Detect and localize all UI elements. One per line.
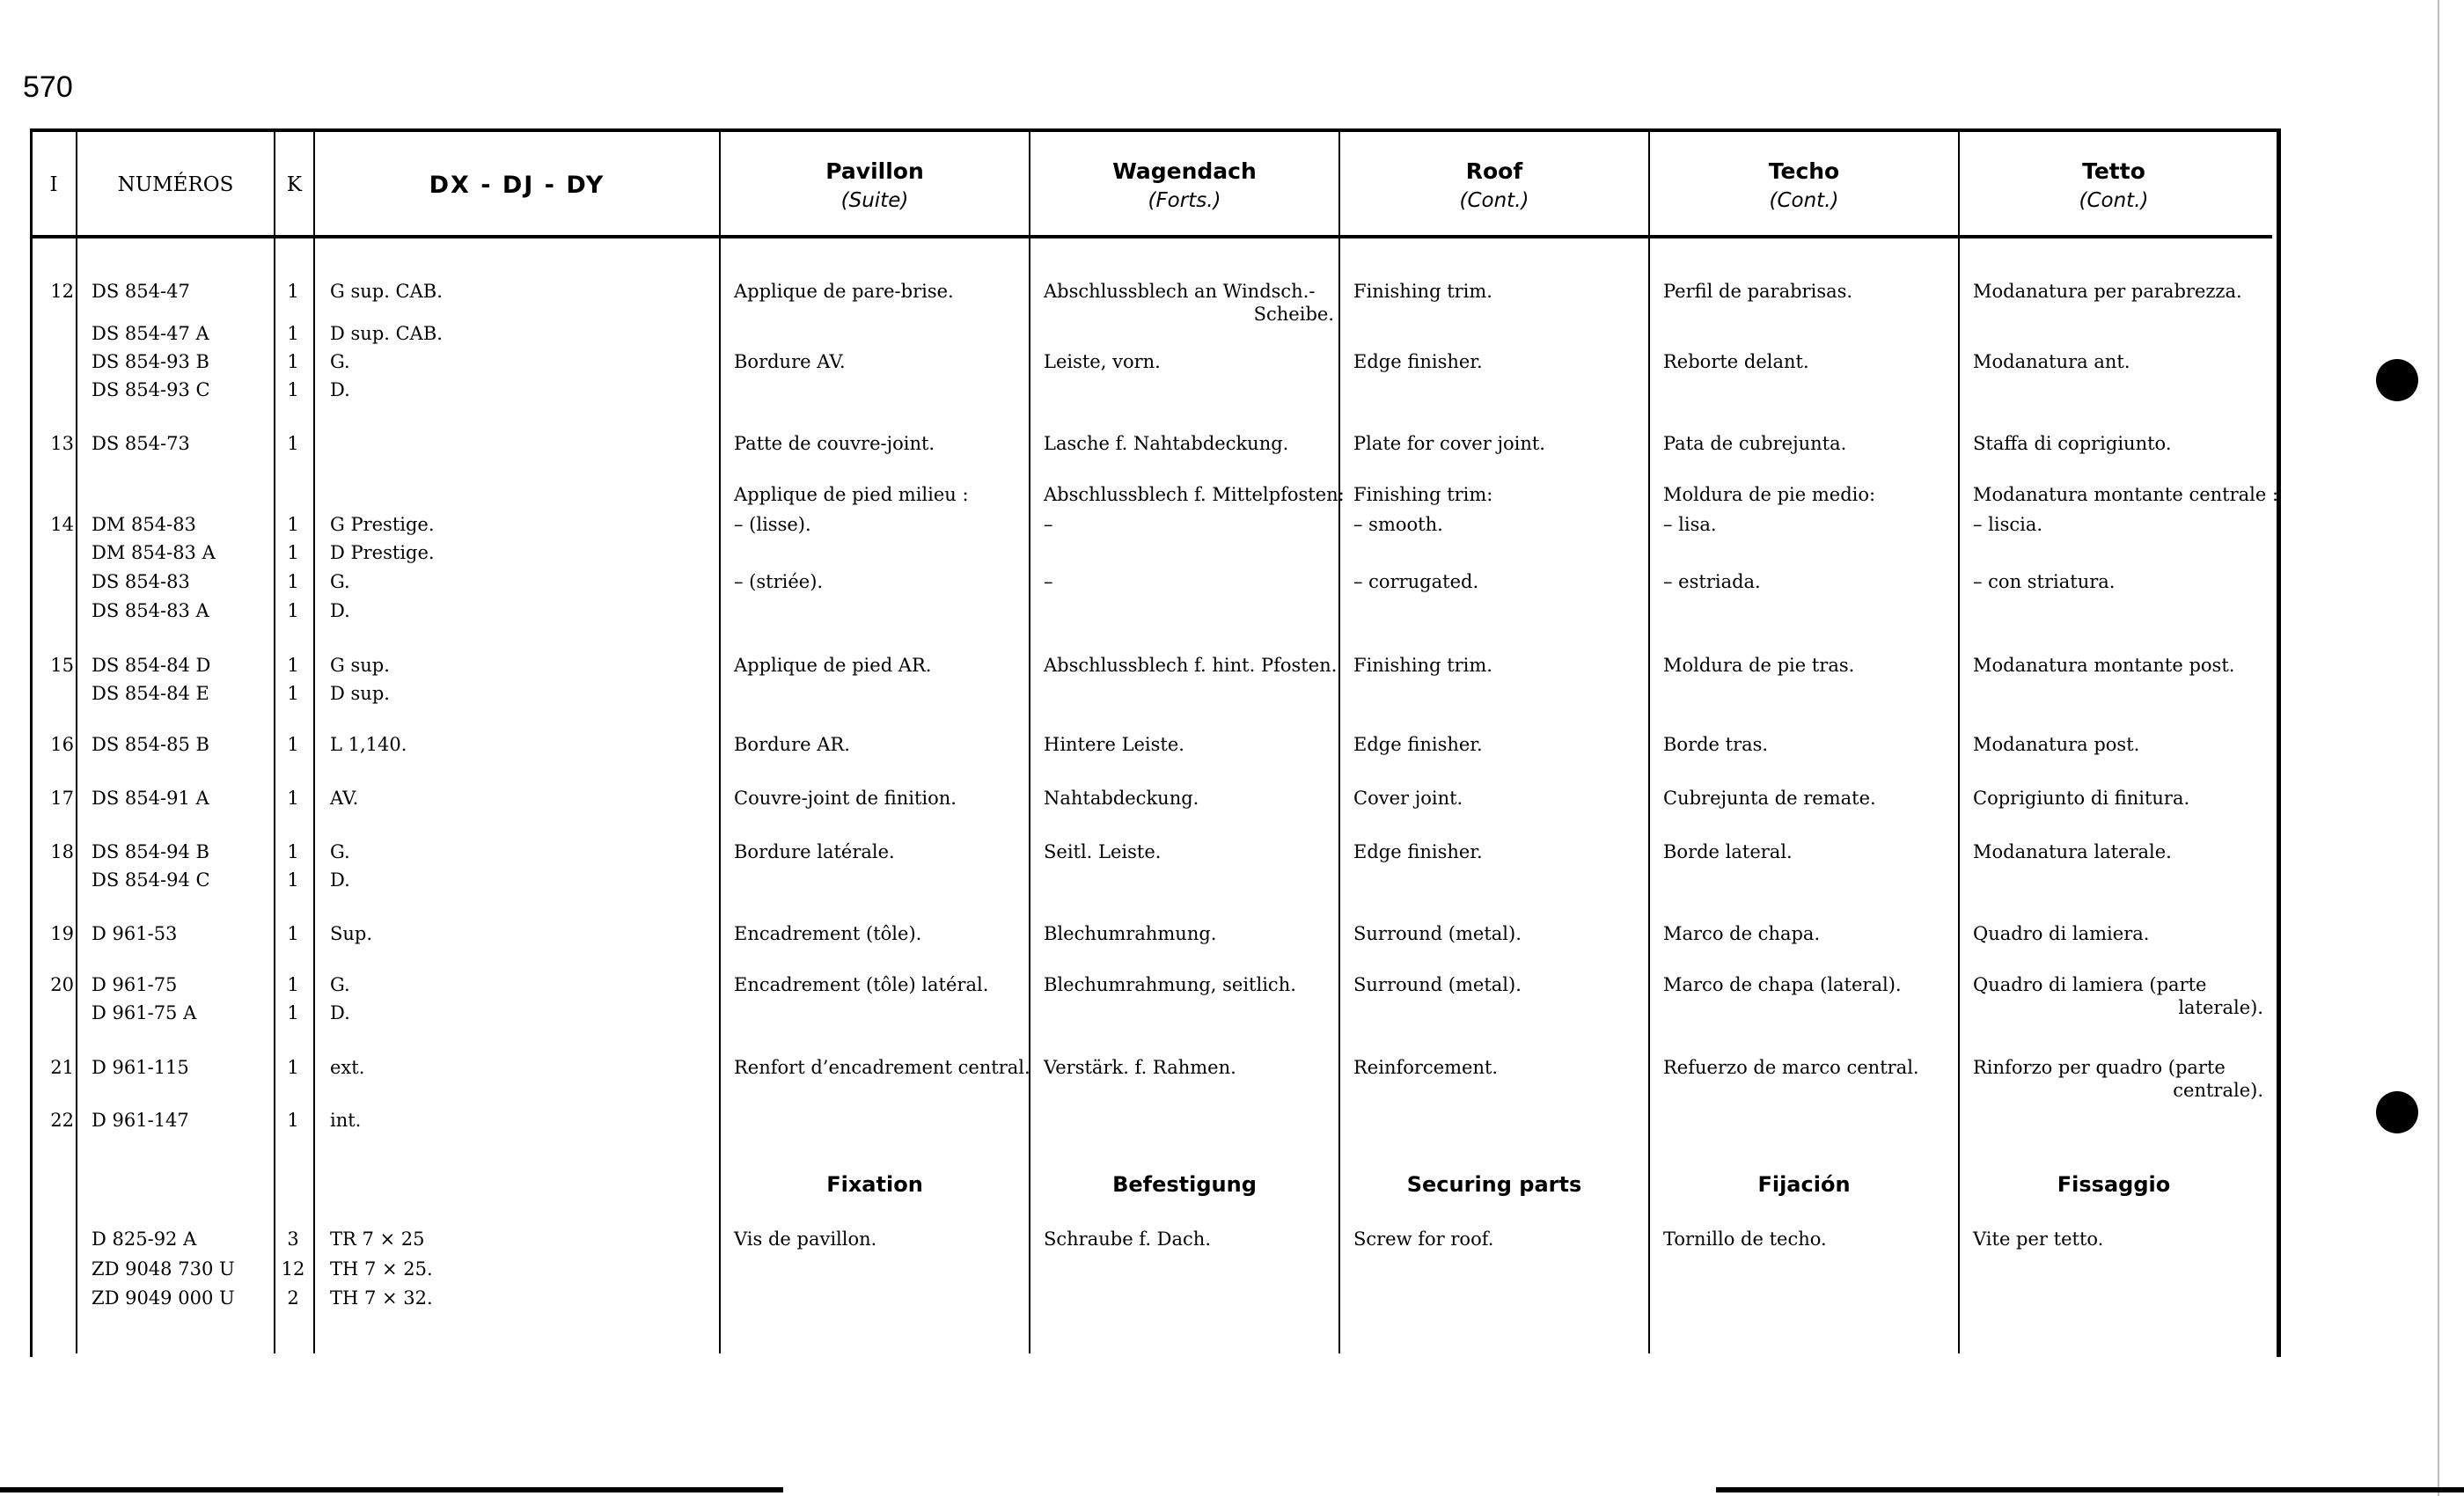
cell-spec: G. bbox=[330, 571, 350, 592]
cell-de: Abschlussblech an Windsch.- bbox=[1044, 281, 1316, 302]
header-numeros-label: NUMÉROS bbox=[117, 173, 234, 196]
cell-en: Cover joint. bbox=[1353, 788, 1463, 809]
cell-spec: D. bbox=[330, 600, 350, 621]
cell-fr: Applique de pare-brise. bbox=[734, 281, 954, 302]
cell-fr: Patte de couvre-joint. bbox=[734, 433, 935, 454]
cell-spec: D sup. CAB. bbox=[330, 323, 443, 344]
cell-es: Cubrejunta de remate. bbox=[1663, 788, 1876, 809]
cell-num: DS 854-93 C bbox=[92, 379, 210, 400]
column-divider bbox=[1029, 132, 1030, 1353]
cell-num: D 961-53 bbox=[92, 923, 178, 944]
header-italian-title: Tetto bbox=[2082, 158, 2145, 184]
section-fixation-de: Befestigung bbox=[1112, 1172, 1257, 1197]
section-fixation-en: Securing parts bbox=[1406, 1172, 1582, 1197]
column-divider bbox=[1648, 132, 1650, 1353]
cell-num: DS 854-93 B bbox=[92, 351, 209, 372]
cell-de: – bbox=[1044, 571, 1053, 592]
cell-k: 1 bbox=[287, 923, 299, 944]
cell-it: Modanatura montante centrale : bbox=[1973, 484, 2279, 505]
cell-it: Quadro di lamiera. bbox=[1973, 923, 2150, 944]
column-divider bbox=[1338, 132, 1340, 1353]
section-fixation-es: Fijación bbox=[1757, 1172, 1851, 1197]
section-fixation-it: Fissaggio bbox=[2057, 1172, 2171, 1197]
cell-fr: Couvre-joint de finition. bbox=[734, 788, 957, 809]
header-german-sub: (Forts.) bbox=[1148, 188, 1221, 212]
header-italian bbox=[1960, 141, 2268, 229]
cell-num: DS 854-84 E bbox=[92, 683, 209, 704]
fix-cell-k: 12 bbox=[281, 1258, 305, 1280]
cell-num: DS 854-91 A bbox=[92, 788, 209, 809]
cell-num: DM 854-83 bbox=[92, 514, 196, 535]
cell-de: Nahtabdeckung. bbox=[1044, 788, 1199, 809]
cell-spec: D. bbox=[330, 869, 350, 891]
header-models-label: DX - DJ - DY bbox=[429, 171, 605, 199]
header-divider bbox=[30, 235, 2272, 238]
cell-spec: G. bbox=[330, 841, 350, 862]
cell-it: Modanatura post. bbox=[1973, 734, 2140, 755]
cell-i: 21 bbox=[50, 1057, 74, 1078]
cell-num: DS 854-84 D bbox=[92, 655, 211, 676]
cell-de: Abschlussblech f. hint. Pfosten. bbox=[1044, 655, 1338, 676]
cell-i: 20 bbox=[50, 974, 74, 995]
cell-k: 1 bbox=[287, 600, 299, 621]
section-fixation-fr: Fixation bbox=[826, 1172, 923, 1197]
binder-hole bbox=[2376, 1091, 2418, 1133]
cell-k: 1 bbox=[287, 323, 299, 344]
cell-fr: – (lisse). bbox=[734, 514, 811, 535]
column-divider bbox=[719, 132, 721, 1353]
cell-fr: Encadrement (tôle) latéral. bbox=[734, 974, 989, 995]
cell-k: 1 bbox=[287, 734, 299, 755]
cell-k: 1 bbox=[287, 542, 299, 563]
cell-num: D 961-75 bbox=[92, 974, 178, 995]
cell-i: 18 bbox=[50, 841, 74, 862]
cell-it: – liscia. bbox=[1973, 514, 2043, 535]
cell-k: 1 bbox=[287, 1057, 299, 1078]
cell-k: 1 bbox=[287, 571, 299, 592]
cell-k: 1 bbox=[287, 683, 299, 704]
cell-en: Reinforcement. bbox=[1353, 1057, 1499, 1078]
cell-spec: G sup. CAB. bbox=[330, 281, 443, 302]
fix-cell-spec: TH 7 × 32. bbox=[330, 1287, 433, 1309]
cell-num: DS 854-83 bbox=[92, 571, 190, 592]
cell-spec: L 1,140. bbox=[330, 734, 407, 755]
cell-it: Quadro di lamiera (parte bbox=[1973, 974, 2207, 995]
cell-k: 1 bbox=[287, 1110, 299, 1131]
cell-spec: ext. bbox=[330, 1057, 365, 1078]
header-index bbox=[32, 141, 76, 229]
cell-fr: Applique de pied milieu : bbox=[734, 484, 969, 505]
column-divider bbox=[313, 132, 315, 1353]
cell-i: 22 bbox=[50, 1110, 74, 1131]
cell-spec: G Prestige. bbox=[330, 514, 435, 535]
cell-i: 19 bbox=[50, 923, 74, 944]
cell-k: 1 bbox=[287, 351, 299, 372]
cell-k: 1 bbox=[287, 974, 299, 995]
fix-cell-k: 2 bbox=[287, 1287, 299, 1309]
cell-de: – bbox=[1044, 514, 1053, 535]
cell-de: Lasche f. Nahtabdeckung. bbox=[1044, 433, 1289, 454]
header-numeros bbox=[77, 141, 274, 229]
fix-cell-spec: TR 7 × 25 bbox=[330, 1228, 425, 1250]
cell-it: Modanatura laterale. bbox=[1973, 841, 2172, 862]
header-spanish-title: Techo bbox=[1768, 158, 1840, 184]
cell-de: Blechumrahmung, seitlich. bbox=[1044, 974, 1296, 995]
cell-num: DS 854-47 A bbox=[92, 323, 209, 344]
cell-es: Refuerzo de marco central. bbox=[1663, 1057, 1919, 1078]
cell-it: – con striatura. bbox=[1973, 571, 2116, 592]
cell-i: 16 bbox=[50, 734, 74, 755]
cell-num: DS 854-85 B bbox=[92, 734, 209, 755]
cell-spec: D. bbox=[330, 379, 350, 400]
cell-fr: Encadrement (tôle). bbox=[734, 923, 922, 944]
cell-k: 1 bbox=[287, 841, 299, 862]
binder-hole bbox=[2376, 359, 2418, 401]
bottom-rule bbox=[1716, 1487, 2464, 1492]
cell-fr: Bordure latérale. bbox=[734, 841, 895, 862]
cell-it: Modanatura montante post. bbox=[1973, 655, 2235, 676]
header-spanish bbox=[1650, 141, 1958, 229]
cell-en: Surround (metal). bbox=[1353, 974, 1522, 995]
cell-es: Pata de cubrejunta. bbox=[1663, 433, 1847, 454]
cell-en: Edge finisher. bbox=[1353, 734, 1483, 755]
cell-k: 1 bbox=[287, 788, 299, 809]
cell-it-cont: centrale). bbox=[2173, 1080, 2263, 1101]
cell-es: Marco de chapa. bbox=[1663, 923, 1821, 944]
fix-cell-es: Tornillo de techo. bbox=[1663, 1228, 1827, 1250]
cell-k: 1 bbox=[287, 1002, 299, 1023]
cell-i: 17 bbox=[50, 788, 74, 809]
cell-num: D 961-147 bbox=[92, 1110, 189, 1131]
cell-en: – smooth. bbox=[1353, 514, 1443, 535]
cell-i: 14 bbox=[50, 514, 74, 535]
cell-en: Edge finisher. bbox=[1353, 841, 1483, 862]
cell-es: Moldura de pie tras. bbox=[1663, 655, 1855, 676]
cell-num: DM 854-83 A bbox=[92, 542, 216, 563]
fix-cell-en: Screw for roof. bbox=[1353, 1228, 1494, 1250]
cell-es: Borde lateral. bbox=[1663, 841, 1793, 862]
header-models bbox=[315, 141, 719, 229]
cell-es: – estriada. bbox=[1663, 571, 1761, 592]
cell-i: 13 bbox=[50, 433, 74, 454]
cell-num: D 961-75 A bbox=[92, 1002, 197, 1023]
cell-num: DS 854-73 bbox=[92, 433, 190, 454]
cell-en: Finishing trim. bbox=[1353, 655, 1492, 676]
header-french bbox=[721, 141, 1029, 229]
header-index-label: I bbox=[49, 173, 58, 196]
header-italian-sub: (Cont.) bbox=[2079, 188, 2149, 212]
cell-en: Finishing trim: bbox=[1353, 484, 1493, 505]
cell-it: Modanatura per parabrezza. bbox=[1973, 281, 2242, 302]
cell-it-cont: laterale). bbox=[2178, 997, 2263, 1018]
cell-i: 15 bbox=[50, 655, 74, 676]
page-number: 570 bbox=[23, 70, 73, 104]
cell-fr: Bordure AV. bbox=[734, 351, 846, 372]
cell-it: Coprigiunto di finitura. bbox=[1973, 788, 2190, 809]
header-english-title: Roof bbox=[1465, 158, 1523, 184]
cell-es: Marco de chapa (lateral). bbox=[1663, 974, 1902, 995]
cell-num: DS 854-83 A bbox=[92, 600, 209, 621]
cell-en: Surround (metal). bbox=[1353, 923, 1522, 944]
cell-en: Plate for cover joint. bbox=[1353, 433, 1545, 454]
cell-spec: G. bbox=[330, 974, 350, 995]
cell-fr: Bordure AR. bbox=[734, 734, 850, 755]
header-spanish-sub: (Cont.) bbox=[1769, 188, 1839, 212]
fix-cell-num: ZD 9049 000 U bbox=[92, 1287, 235, 1309]
cell-spec: D. bbox=[330, 1002, 350, 1023]
cell-spec: Sup. bbox=[330, 923, 373, 944]
cell-num: DS 854-94 C bbox=[92, 869, 210, 891]
cell-i: 12 bbox=[50, 281, 74, 302]
cell-it: Staffa di coprigiunto. bbox=[1973, 433, 2172, 454]
cell-en: Finishing trim. bbox=[1353, 281, 1492, 302]
cell-es: – lisa. bbox=[1663, 514, 1717, 535]
fix-cell-fr: Vis de pavillon. bbox=[734, 1228, 877, 1250]
cell-fr: Renfort d’encadrement central. bbox=[734, 1057, 1030, 1078]
cell-fr: Applique de pied AR. bbox=[734, 655, 932, 676]
cell-es: Moldura de pie medio: bbox=[1663, 484, 1876, 505]
fix-cell-it: Vite per tetto. bbox=[1973, 1228, 2104, 1250]
cell-k: 1 bbox=[287, 433, 299, 454]
cell-spec: int. bbox=[330, 1110, 362, 1131]
header-english-sub: (Cont.) bbox=[1459, 188, 1529, 212]
header-french-title: Pavillon bbox=[825, 158, 924, 184]
cell-de: Seitl. Leiste. bbox=[1044, 841, 1162, 862]
header-k-label: K bbox=[286, 173, 303, 196]
cell-es: Perfil de parabrisas. bbox=[1663, 281, 1853, 302]
cell-de: Leiste, vorn. bbox=[1044, 351, 1161, 372]
cell-es: Borde tras. bbox=[1663, 734, 1769, 755]
column-divider bbox=[1958, 132, 1960, 1353]
cell-k: 1 bbox=[287, 514, 299, 535]
page-edge bbox=[2438, 0, 2439, 1496]
cell-k: 1 bbox=[287, 655, 299, 676]
cell-de: Verstärk. f. Rahmen. bbox=[1044, 1057, 1236, 1078]
cell-num: DS 854-47 bbox=[92, 281, 190, 302]
cell-spec: AV. bbox=[330, 788, 359, 809]
cell-it: Rinforzo per quadro (parte bbox=[1973, 1057, 2226, 1078]
cell-fr: – (striée). bbox=[734, 571, 824, 592]
cell-k: 1 bbox=[287, 379, 299, 400]
header-german-title: Wagendach bbox=[1112, 158, 1257, 184]
header-k bbox=[275, 141, 313, 229]
fix-cell-de: Schraube f. Dach. bbox=[1044, 1228, 1211, 1250]
header-german bbox=[1030, 141, 1338, 229]
fix-cell-num: D 825-92 A bbox=[92, 1228, 197, 1250]
cell-de: Abschlussblech f. Mittelpfosten: bbox=[1044, 484, 1345, 505]
cell-de-cont: Scheibe. bbox=[1253, 304, 1334, 325]
cell-spec: G. bbox=[330, 351, 350, 372]
cell-de: Hintere Leiste. bbox=[1044, 734, 1184, 755]
cell-num: DS 854-94 B bbox=[92, 841, 209, 862]
cell-k: 1 bbox=[287, 869, 299, 891]
cell-en: Edge finisher. bbox=[1353, 351, 1483, 372]
cell-de: Blechumrahmung. bbox=[1044, 923, 1217, 944]
fix-cell-k: 3 bbox=[287, 1228, 299, 1250]
cell-en: – corrugated. bbox=[1353, 571, 1479, 592]
cell-spec: G sup. bbox=[330, 655, 390, 676]
fix-cell-spec: TH 7 × 25. bbox=[330, 1258, 433, 1280]
bottom-rule bbox=[0, 1487, 783, 1492]
cell-num: D 961-115 bbox=[92, 1057, 189, 1078]
cell-spec: D Prestige. bbox=[330, 542, 435, 563]
column-divider bbox=[76, 132, 77, 1353]
cell-k: 1 bbox=[287, 281, 299, 302]
cell-it: Modanatura ant. bbox=[1973, 351, 2130, 372]
header-english bbox=[1340, 141, 1648, 229]
header-french-sub: (Suite) bbox=[840, 188, 909, 212]
fix-cell-num: ZD 9048 730 U bbox=[92, 1258, 235, 1280]
cell-spec: D sup. bbox=[330, 683, 390, 704]
cell-es: Reborte delant. bbox=[1663, 351, 1809, 372]
